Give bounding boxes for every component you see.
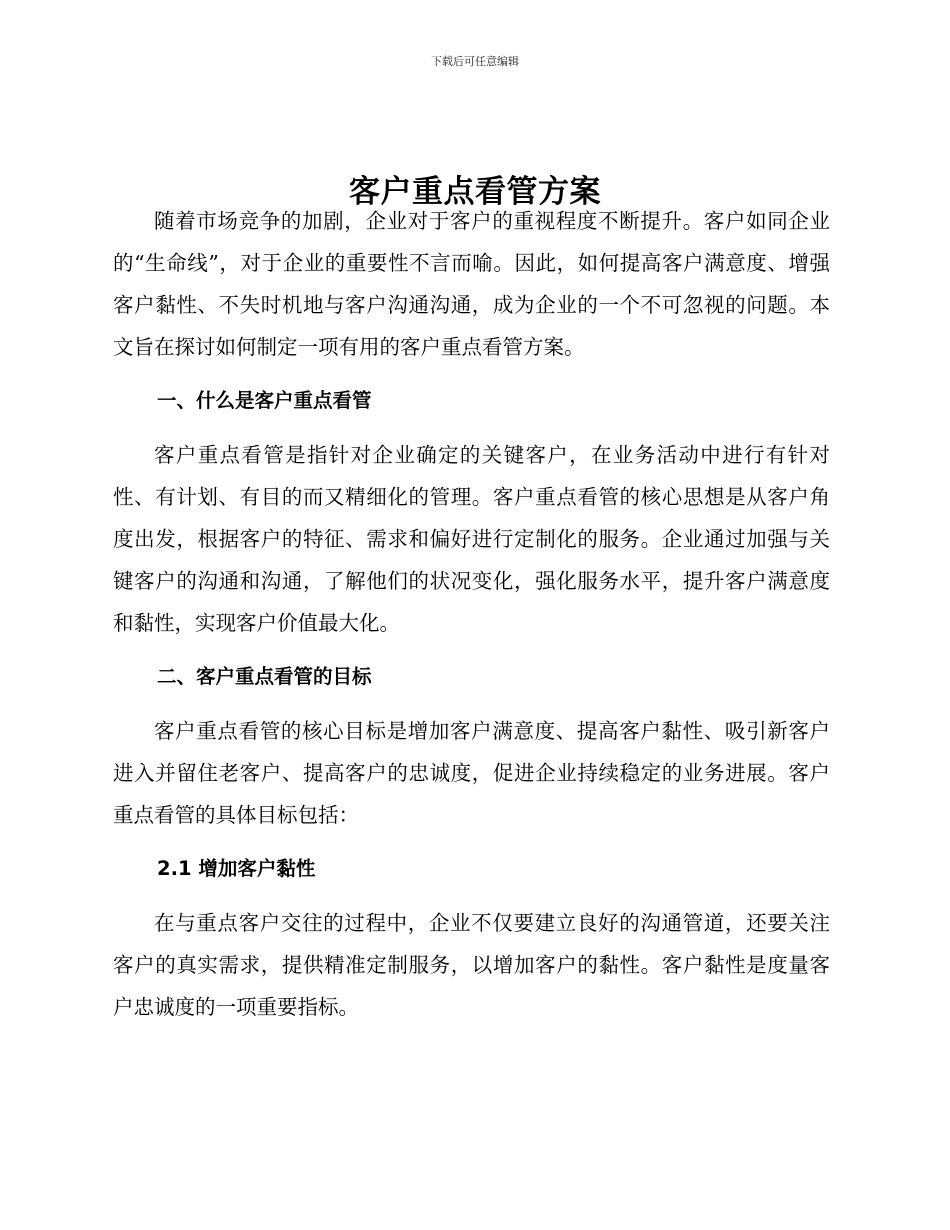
document-body — [113, 200, 830, 1028]
subsection-2-1-paragraph: 在与重点客户交往的过程中，企业不仅要建立良好的沟通管道，还要关注客户的真实需求，提供精准定制服务，以增加客户的黏性。客户黏性是度量客户忠诚度的一项重要指标。 — [113, 911, 830, 1019]
section-1-heading: 一、什么是客户重点看管 — [157, 389, 372, 412]
intro-paragraph: 随着市场竞争的加剧，企业对于客户的重视程度不断提升。客户如同企业的“生命线”，对于企业的重要性不言而喻。因此，如何提高客户满意度、增强客户黏性、不失时机地与客户沟通沟通，成为企业的一个不可忽视的问题。本文旨在探讨如何制定一项有用的客户重点看管方案。 — [113, 209, 830, 359]
subsection-2-1-heading: 2.1 增加客户黏性 — [157, 857, 316, 880]
section-2-paragraph: 客户重点看管的核心目标是增加客户满意度、提高客户黏性、吸引新客户进入并留住老客户、提高客户的忠诚度，促进企业持续稳定的业务进展。客户重点看管的具体目标包括： — [113, 719, 830, 827]
section-1-paragraph: 客户重点看管是指针对企业确定的关键客户，在业务活动中进行有针对性、有计划、有目的而又精细化的管理。客户重点看管的核心思想是从客户角度出发，根据客户的特征、需求和偏好进行定制化的服务。企业通过加强与关键客户的沟通和沟通，了解他们的状况变化，强化服务水平，提升客户满意度和黏性，实现客户价值最大化。 — [113, 443, 830, 635]
running-header: 下载后可任意编辑 — [431, 55, 519, 68]
section-2-heading: 二、客户重点看管的目标 — [157, 665, 372, 688]
document-title: 客户重点看管方案 — [349, 173, 601, 210]
